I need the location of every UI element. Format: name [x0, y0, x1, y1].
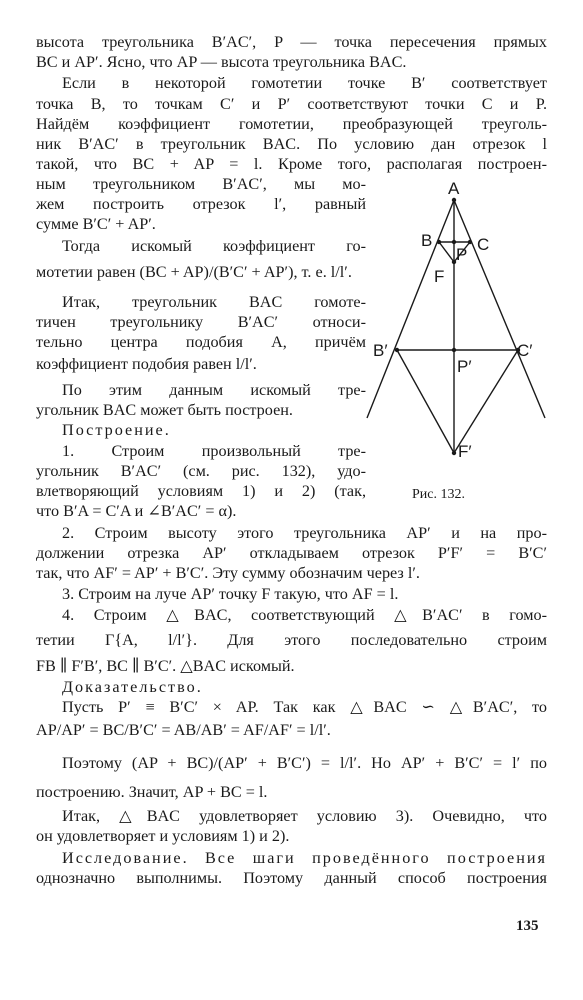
line-a-right — [454, 200, 545, 418]
geometry-figure — [355, 178, 555, 508]
text-line: Тогда искомый коэффициент го- — [62, 237, 366, 255]
text-line: мотетии равен (BC + AP)/(B′C′ + AP′), т. е. l/l′. — [36, 263, 352, 281]
page-number: 135 — [516, 918, 539, 934]
label-f-prime: F′ — [458, 442, 472, 461]
text-line: сумме B′C′ + AP′. — [36, 215, 156, 233]
text-line: 4. Строим △BAC, соответствующий △B′AC′ в гомо- — [62, 606, 547, 624]
text-line: Итак, △BAC удовлетворяет условию 3). Очевидно, что — [62, 807, 547, 825]
text-line: построению. Значит, AP + BC = l. — [36, 783, 268, 801]
text-line: он удовлетворяет и условиям 1) и 2). — [36, 827, 290, 845]
label-a: A — [448, 179, 460, 198]
text-line: точка B, то точкам C′ и P′ соответствуют точки C и P. — [36, 95, 547, 113]
text-line: угольник BAC может быть построен. — [36, 401, 293, 419]
label-c: C — [477, 235, 490, 254]
text-line: Доказательство. — [62, 678, 203, 696]
text-line: так, что AF′ = AP′ + B′C′. Эту сумму обозначим через l′. — [36, 564, 420, 582]
label-p-prime: P′ — [457, 357, 472, 376]
text-line: Исследование. Все шаги проведённого построения — [62, 849, 547, 867]
label-f: F — [434, 267, 445, 286]
text-line: 3. Строим на луче AP′ точку F такую, что AF = l. — [62, 585, 399, 603]
text-line: однозначно выполнимы. Поэтому данный способ построения — [36, 869, 547, 887]
text-line: Пусть P′ ≡ B′C′ × AP. Так как △BAC ∽ △B′AC′, то — [62, 698, 547, 716]
segment-fb — [439, 242, 454, 262]
text-line: тетии Γ{A, l/l′}. Для этого последовательно строим — [36, 631, 547, 649]
text-line: Построение. — [62, 421, 171, 439]
text-line: 2. Строим высоту этого треугольника AP′ и на про- — [62, 524, 547, 542]
text-line: тичен треугольнику B′AC′ относи- — [36, 313, 366, 331]
label-c-prime: C′ — [517, 341, 533, 360]
label-p: P — [456, 245, 468, 264]
text-line: угольник B′AC′ (см. рис. 132), удо- — [36, 462, 366, 480]
text-line: Поэтому (AP + BC)/(AP′ + B′C′) = l/l′. Но AP′ + B′C′ = l′ по — [62, 754, 547, 772]
text-line: ным треугольником B′AC′, мы мо- — [36, 175, 366, 193]
segment-f-prime-b-prime — [397, 350, 454, 453]
text-line: AP/AP′ = BC/B′C′ = AB/AB′ = AF/AF′ = l/l′. — [36, 721, 331, 739]
label-b: B — [421, 231, 433, 250]
text-line: Итак, треугольник BAC гомоте- — [62, 293, 366, 311]
text-line: По этим данным искомый тре- — [62, 381, 366, 399]
text-line: ник B′AC′ в треугольник BAC. По условию дан отрезок l — [36, 135, 547, 153]
text-line: BC и AP′. Ясно, что AP — высота треугольника BAC. — [36, 53, 407, 71]
text-line: тельно центра подобия A, причём — [36, 333, 366, 351]
text-line: должении отрезка AP′ откладываем отрезок P′F′ = B′C′ — [36, 544, 547, 562]
text-line: Если в некоторой гомотетии точке B′ соответствует — [62, 74, 547, 92]
text-line: высота треугольника B′AC′, P — точка пересечения прямых — [36, 33, 547, 51]
text-line: Найдём коэффициент гомотетии, преобразующей треуголь- — [36, 115, 547, 133]
text-line: жем построить отрезок l′, равный — [36, 195, 366, 213]
text-line: 1. Строим произвольный тре- — [62, 442, 366, 460]
text-line: FB ∥ F′B′, BC ∥ B′C′. △BAC искомый. — [36, 657, 295, 675]
text-line: такой, что BC + AP = l. Кроме того, располагая построен- — [36, 155, 547, 173]
figure-caption: Рис. 132. — [412, 487, 465, 502]
text-line: что B′A = C′A и ∠B′AC′ = α). — [36, 502, 237, 520]
text-line: коэффициент подобия равен l/l′. — [36, 355, 257, 373]
label-b-prime: B′ — [373, 341, 388, 360]
text-line: влетворяющий условиям 1) и 2) (так, — [36, 482, 366, 500]
line-a-left — [367, 200, 454, 418]
